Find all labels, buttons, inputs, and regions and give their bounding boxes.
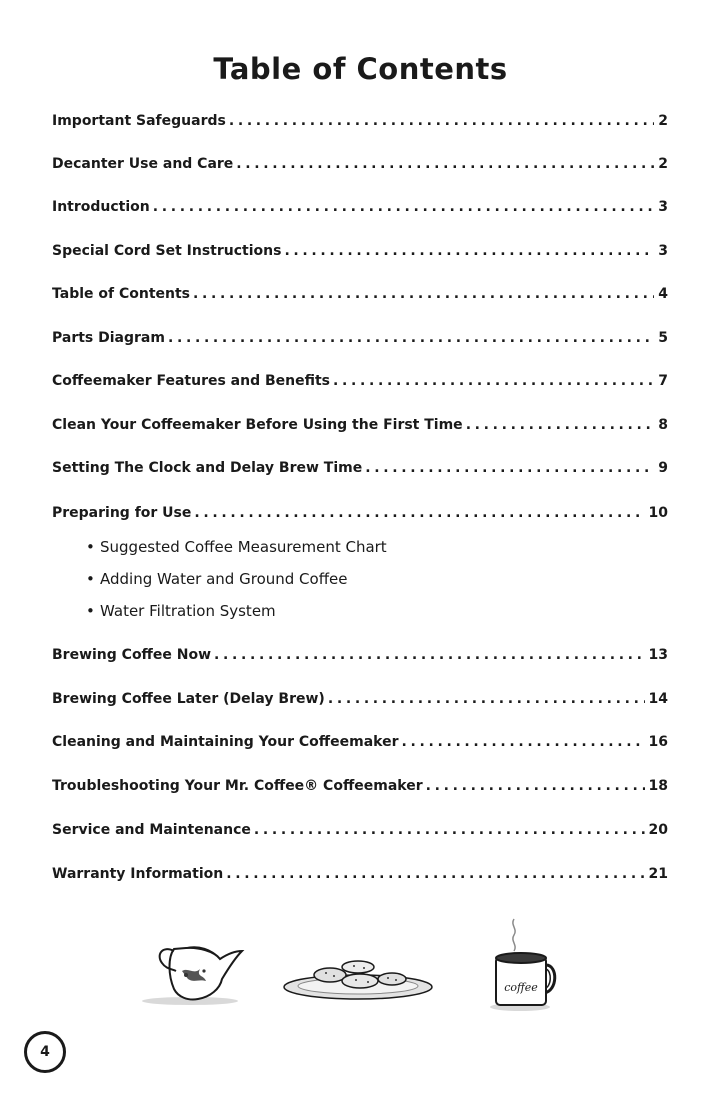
toc-entry[interactable] bbox=[52, 778, 668, 802]
toc-entry-page: 2 bbox=[658, 113, 668, 129]
toc-entry-page: 20 bbox=[648, 822, 668, 838]
toc-entry-title: Coffeemaker Features and Benefits bbox=[52, 373, 331, 389]
dot-leader bbox=[426, 778, 645, 794]
toc-entry-page: 13 bbox=[648, 647, 668, 663]
toc-entry-page: 21 bbox=[648, 866, 668, 882]
toc-entry-page: 16 bbox=[648, 734, 668, 750]
toc-entry-title: Parts Diagram bbox=[52, 330, 165, 346]
toc-entry[interactable] bbox=[52, 417, 668, 441]
toc-entry-title: Warranty Information bbox=[52, 866, 224, 882]
dot-leader bbox=[365, 460, 654, 476]
toc-entry-title: Service and Maintenance bbox=[52, 822, 251, 838]
dot-leader bbox=[466, 417, 655, 433]
toc-entry-title: Cleaning and Maintaining Your Coffeemaker bbox=[52, 734, 399, 750]
toc-entry-title: Introduction bbox=[52, 199, 150, 215]
dot-leader bbox=[333, 373, 654, 389]
dot-leader bbox=[168, 330, 654, 346]
bullet: • bbox=[86, 538, 95, 556]
toc-entry-page: 10 bbox=[648, 505, 668, 521]
toc-entry-title: Brewing Coffee Now bbox=[52, 647, 212, 663]
dot-leader bbox=[254, 822, 645, 838]
toc-entry-page: 9 bbox=[658, 460, 668, 476]
toc-entry-title: Decanter Use and Care bbox=[52, 156, 234, 172]
toc-entry-page: 7 bbox=[658, 373, 668, 389]
toc-entry[interactable] bbox=[52, 286, 668, 310]
toc-entry[interactable] bbox=[52, 156, 668, 180]
toc-entry-page: 3 bbox=[658, 243, 668, 259]
dot-leader bbox=[193, 286, 654, 302]
toc-entry-page: 4 bbox=[658, 286, 668, 302]
toc-entry[interactable] bbox=[52, 647, 668, 671]
toc-entry-page: 8 bbox=[658, 417, 668, 433]
page-number: 4 bbox=[24, 1031, 66, 1073]
creamer-pitcher-illustration bbox=[138, 935, 250, 1007]
toc-entry[interactable] bbox=[52, 866, 668, 890]
bullet: • bbox=[86, 570, 95, 588]
page-number-badge bbox=[22, 1029, 84, 1075]
toc-entry[interactable] bbox=[52, 199, 668, 223]
toc-entry[interactable] bbox=[52, 243, 668, 267]
coffee-mug-illustration bbox=[486, 915, 562, 1013]
toc-entry-title: Important Safeguards bbox=[52, 113, 226, 129]
dot-leader bbox=[194, 505, 644, 521]
toc-entry-page: 5 bbox=[658, 330, 668, 346]
toc-entry-title: Brewing Coffee Later (Delay Brew) bbox=[52, 691, 325, 707]
toc-entry[interactable] bbox=[52, 460, 668, 484]
dot-leader bbox=[284, 243, 654, 259]
dot-leader bbox=[226, 866, 644, 882]
dot-leader bbox=[229, 113, 654, 129]
sub-list-item bbox=[86, 570, 348, 588]
toc-entry[interactable] bbox=[52, 113, 668, 137]
dot-leader bbox=[401, 734, 644, 750]
toc-entry[interactable] bbox=[52, 822, 668, 846]
dot-leader bbox=[214, 647, 644, 663]
sub-list-item bbox=[86, 538, 387, 556]
cookie-plate-illustration bbox=[282, 955, 434, 1005]
dot-leader bbox=[153, 199, 654, 215]
toc-entry-title: Clean Your Coffeemaker Before Using the First Time bbox=[52, 417, 463, 433]
sub-list-item-text: Water Filtration System bbox=[100, 602, 276, 620]
dot-leader bbox=[328, 691, 645, 707]
bullet: • bbox=[86, 602, 95, 620]
toc-entry-title: Preparing for Use bbox=[52, 505, 192, 521]
toc-entry-title: Table of Contents bbox=[52, 286, 191, 302]
toc-entry[interactable] bbox=[52, 330, 668, 354]
toc-entry-page: 3 bbox=[658, 199, 668, 215]
toc-entry[interactable] bbox=[52, 505, 668, 529]
mug-label: coffee bbox=[504, 981, 538, 994]
toc-entry[interactable] bbox=[52, 373, 668, 397]
toc-entry-page: 18 bbox=[648, 778, 668, 794]
toc-entry-page: 2 bbox=[658, 156, 668, 172]
toc-entry[interactable] bbox=[52, 734, 668, 758]
toc-entry[interactable] bbox=[52, 691, 668, 715]
sub-list-item-text: Adding Water and Ground Coffee bbox=[100, 570, 348, 588]
sub-list-item-text: Suggested Coffee Measurement Chart bbox=[100, 538, 387, 556]
toc-entry-page: 14 bbox=[648, 691, 668, 707]
toc-entry-title: Troubleshooting Your Mr. Coffee® Coffeemaker bbox=[52, 778, 423, 794]
toc-entry-title: Special Cord Set Instructions bbox=[52, 243, 282, 259]
dot-leader bbox=[236, 156, 654, 172]
sub-list-item bbox=[86, 602, 276, 620]
page-title: Table of Contents bbox=[213, 52, 508, 86]
toc-entry-title: Setting The Clock and Delay Brew Time bbox=[52, 460, 363, 476]
